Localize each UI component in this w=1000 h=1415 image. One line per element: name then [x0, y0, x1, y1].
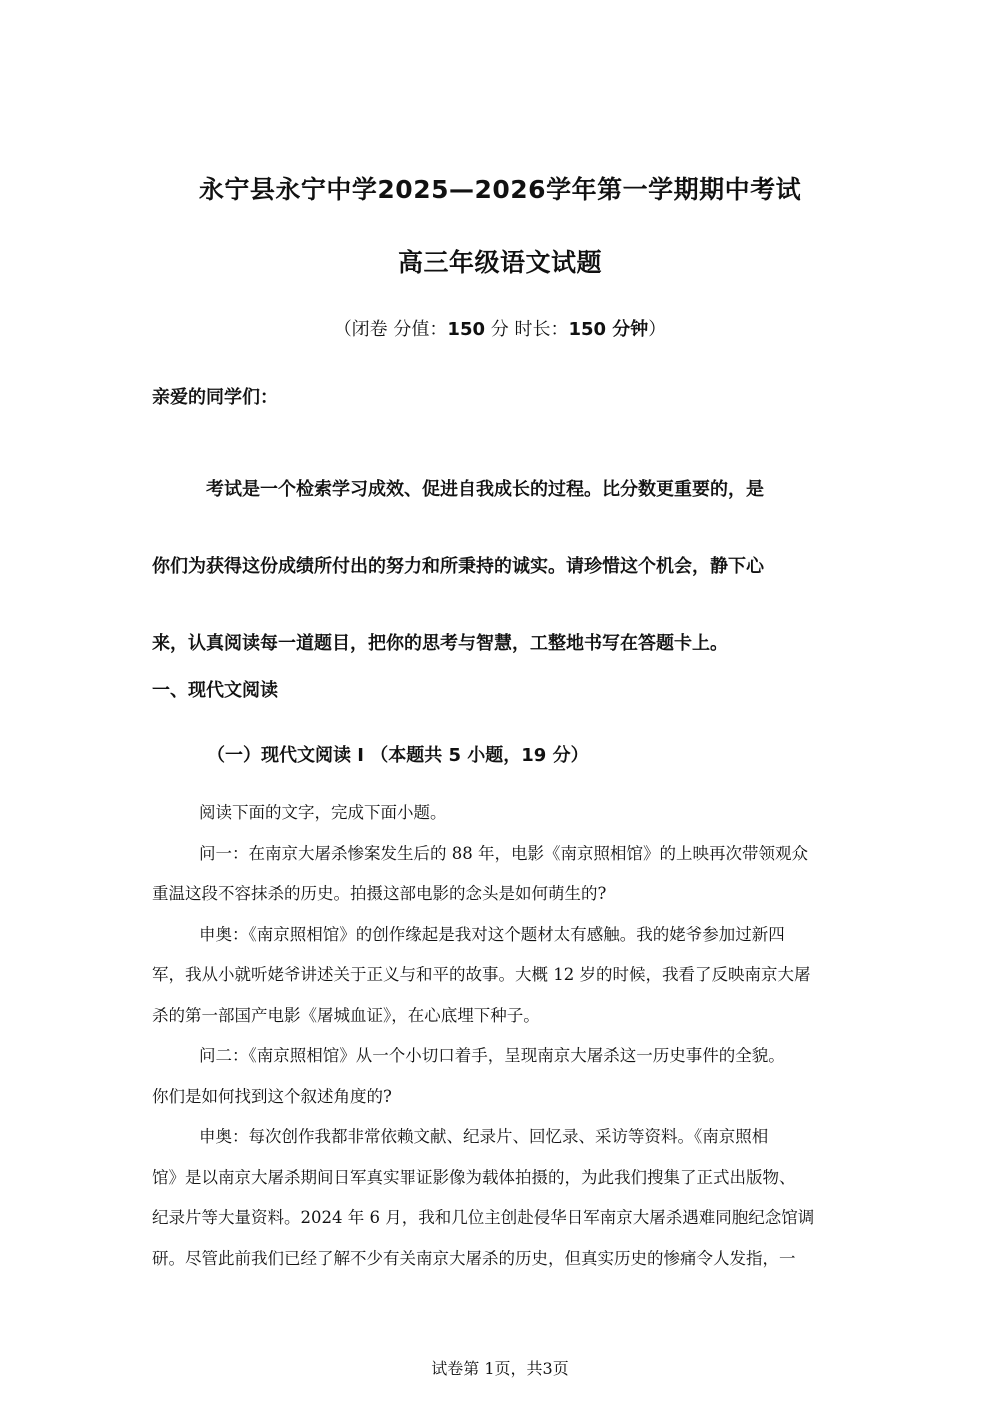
- section-heading: 一、现代文阅读: [152, 680, 278, 701]
- page-number: 试卷第 1页，共3页: [431, 1359, 569, 1378]
- passage-line: 阅读下面的文字，完成下面小题。: [199, 803, 447, 822]
- intro-line: 来，认真阅读每一道题目，把你的思考与智慧，工整地书写在答题卡上。: [152, 633, 728, 654]
- exam-info: [0, 315, 1000, 341]
- exam-info-mid: 分 时长：: [485, 319, 569, 340]
- subsection-heading: （一）现代文阅读 I （本题共 5 小题，19 分）: [207, 745, 589, 766]
- reading-passage: [152, 793, 847, 1279]
- passage-line: 申奥：每次创作我都非常依赖文献、纪录片、回忆录、采访等资料。《南京照相: [199, 1127, 769, 1146]
- passage-line: 问二：《南京照相馆》从一个小切口着手，呈现南京大屠杀这一历史事件的全貌。: [199, 1046, 785, 1065]
- exam-subtitle: 高三年级语文试题: [397, 248, 602, 277]
- greeting: 亲爱的同学们：: [152, 387, 278, 408]
- passage-line: 重温这段不容抹杀的历史。拍摄这部电影的念头是如何萌生的?: [152, 884, 607, 903]
- passage-line: 馆》是以南京大屠杀期间日军真实罪证影像为载体拍摄的，为此我们搜集了正式出版物、: [152, 1167, 796, 1187]
- passage-line: 研。尽管此前我们已经了解不少有关南京大屠杀的历史，但真实历史的惨痛令人发指，一: [152, 1248, 796, 1268]
- intro-line: 你们为获得这份成绩所付出的努力和所秉持的诚实。请珍惜这个机会，静下心: [152, 556, 764, 577]
- intro-line: 考试是一个检索学习成效、促进自我成长的过程。比分数更重要的，是: [206, 479, 764, 500]
- passage-line: 申奥：《南京照相馆》的创作缘起是我对这个题材太有感触。我的姥爷参加过新四: [199, 924, 785, 944]
- exam-info-open: （闭卷 分值：: [333, 319, 448, 340]
- passage-line: 你们是如何找到这个叙述角度的?: [152, 1086, 392, 1106]
- exam-score: 150: [447, 319, 485, 340]
- passage-line: 问一：在南京大屠杀惨案发生后的 88 年，电影《南京照相馆》的上映再次带领观众: [199, 843, 808, 863]
- exam-duration: 150 分钟: [568, 319, 649, 340]
- intro-paragraph: [152, 451, 842, 682]
- passage-line: 军，我从小就听姥爷讲述关于正义与和平的故事。大概 12 岁的时候，我看了反映南京大屠: [152, 965, 811, 984]
- passage-line: 纪录片等大量资料。2024 年 6 月，我和几位主创赴侵华日军南京大屠杀遇难同胞纪念馆调: [152, 1208, 815, 1227]
- exam-info-close: ）: [648, 319, 667, 340]
- exam-title: 永宁县永宁中学2025—2026学年第一学期期中考试: [198, 175, 802, 204]
- passage-line: 杀的第一部国产电影《屠城血证》，在心底埋下种子。: [152, 1005, 540, 1025]
